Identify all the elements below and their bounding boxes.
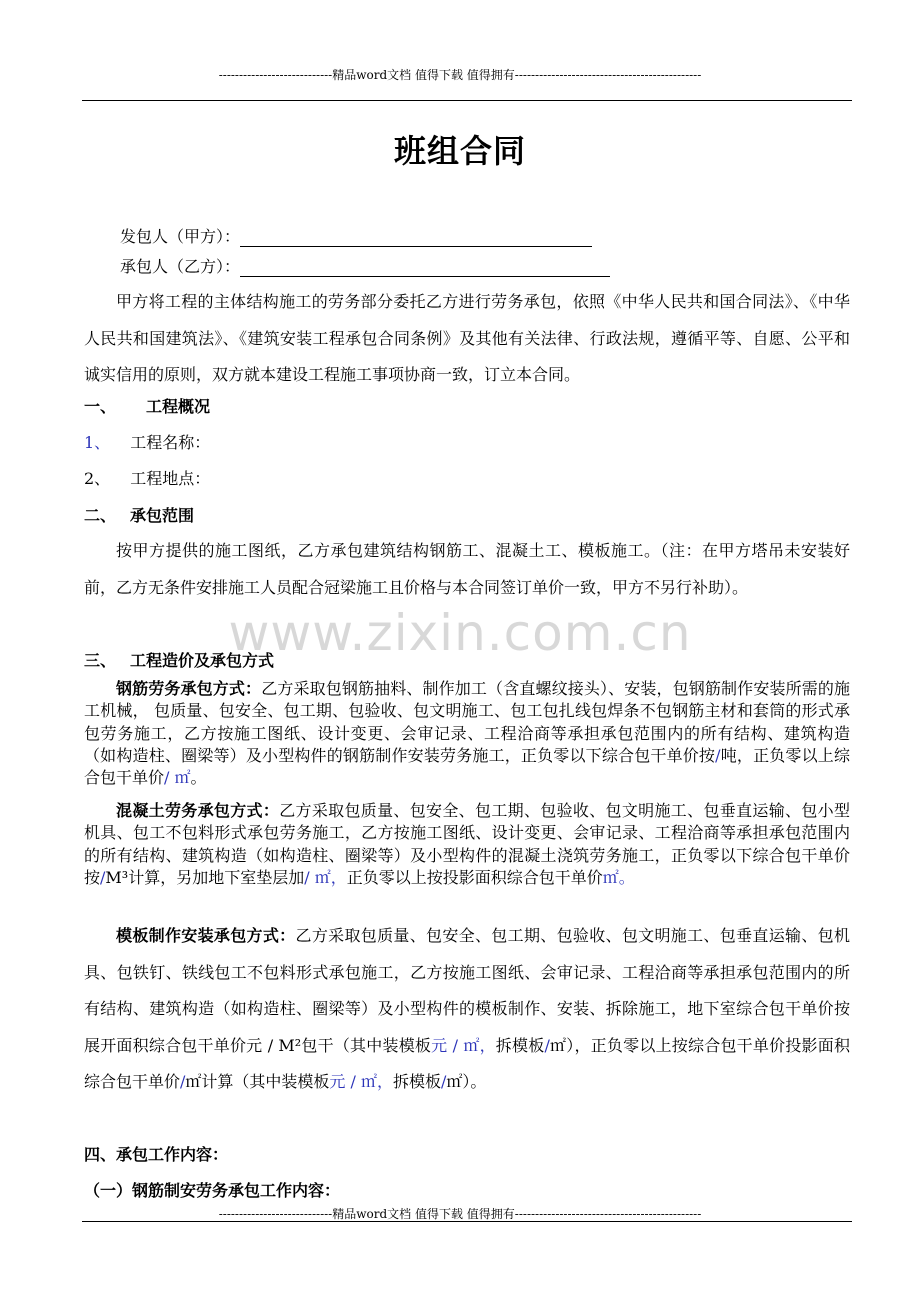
formwork-text-g: ㎡计算（其中装模板 bbox=[185, 1072, 330, 1091]
rebar-paragraph bbox=[84, 678, 850, 789]
rebar-text-d: / ㎡ bbox=[164, 768, 191, 788]
rebar-text-a: 乙方采取包钢筋抽料、制作加工（含直螺纹接头）、安装，包钢筋制作安装所需的施工机械， 包质量、包安全、包工期、包验收、包文明施工、包工包扎线包焊条不包钢筋主材和套筒的形式承包劳务施工，乙方按施工图纸、设计变更、会审记录、工程洽商等承担承包范围内的所有结构、建筑构造（如构造柱、圈梁等）及小型构件的钢筋制作安装劳务施工，正负零以下综合包干单价按 bbox=[84, 679, 850, 765]
rebar-text-b: / bbox=[715, 745, 721, 765]
concrete-text-a: 乙方采取包质量、包安全、包工期、包验收、包文明施工、包垂直运输、包小型机具、包工不包料形式承包劳务施工，乙方按施工图纸、设计变更、会审记录、工程洽商等承担承包范围内的所有结构、建筑构造（如构造柱、圈梁等）及小型构件的混凝土浇筑劳务施工，正负零以下综合包干单价按 bbox=[84, 801, 850, 887]
section-2-number: 二、 bbox=[84, 506, 117, 525]
formwork-text-k: ㎡）。 bbox=[446, 1072, 487, 1091]
footer-rule bbox=[82, 1221, 852, 1222]
concrete-text-e: 正负零以上按投影面积综合包干单价 bbox=[346, 867, 603, 887]
section-2-title: 承包范围 bbox=[130, 506, 195, 525]
concrete-label: 混凝土劳务承包方式： bbox=[116, 801, 280, 820]
employer-blank bbox=[240, 228, 592, 247]
concrete-text-f: ㎡。 bbox=[602, 867, 635, 887]
section-3-number: 三、 bbox=[84, 651, 117, 670]
intro-paragraph: 甲方将工程的主体结构施工的劳务部分委托乙方进行劳务承包，依照《中华人民共和国合同法》、《中华人民共和国建筑法》、《建筑安装工程承包合同条例》及其他有关法律、行政法规，遵循平等、自愿、公平和诚实信用的原则，双方就本建设工程施工事项协商一致，订立本合同。 bbox=[84, 292, 850, 384]
formwork-text-i: 拆模板 bbox=[393, 1072, 442, 1091]
formwork-text-e: ㎡），正负零以上按综合包干单价投影面积综合包干单价 bbox=[84, 1035, 850, 1091]
document-title: 班组合同 bbox=[393, 132, 526, 170]
header-rule bbox=[82, 100, 852, 101]
item-1-number: 1、 bbox=[84, 433, 111, 452]
rebar-text-e: 。 bbox=[190, 768, 207, 788]
employer-label: 发包人（甲方）： bbox=[120, 227, 241, 246]
formwork-text-j: / bbox=[441, 1072, 447, 1091]
footer-banner: ----------------------------精品word文档 值得下载 值得拥有---------------------------------------------- bbox=[218, 1207, 702, 1221]
section-2-paragraph: 按甲方提供的施工图纸，乙方承包建筑结构钢筋工、混凝土工、模板施工。（注：在甲方塔吊未安装好前，乙方无条件安排施工人员配合冠梁施工且价格与本合同签订单价一致，甲方不另行补助）。 bbox=[84, 541, 850, 597]
section-1-item-2 bbox=[84, 469, 210, 489]
section-1-number: 一、 bbox=[84, 397, 117, 416]
formwork-text-a: 乙方采取包质量、包安全、包工期、包验收、包文明施工、包垂直运输、包机具、包铁钉、铁线包工不包料形式承包施工，乙方按施工图纸、会审记录、工程洽商等承担承包范围内的所有结构、建筑构造（如构造柱、圈梁等）及小型构件的模板制作、安装、拆除施工，地下室综合包干单价按展开面积综合包干单价元 / M²包干（其中装模板 bbox=[84, 926, 850, 1055]
formwork-text-f: / bbox=[180, 1072, 186, 1091]
section-1-heading bbox=[84, 397, 210, 417]
section-3-title: 工程造价及承包方式 bbox=[130, 651, 275, 670]
employer-line bbox=[120, 227, 592, 247]
concrete-text-b: / bbox=[100, 867, 106, 887]
item-2-number: 2、 bbox=[84, 469, 111, 488]
formwork-paragraph bbox=[84, 918, 850, 1101]
formwork-text-c: 拆模板 bbox=[495, 1035, 545, 1055]
formwork-label: 模板制作安装承包方式： bbox=[116, 926, 296, 945]
item-1-label: 工程名称： bbox=[130, 433, 211, 452]
section-2-heading bbox=[84, 506, 194, 526]
rebar-label: 钢筋劳务承包方式： bbox=[116, 679, 262, 698]
section-4-heading: 四、承包工作内容： bbox=[84, 1145, 229, 1164]
contractor-blank bbox=[240, 258, 610, 277]
formwork-text-h: 元 / ㎡， bbox=[329, 1072, 393, 1091]
section-4-sub-1: （一）钢筋制安劳务承包工作内容： bbox=[84, 1181, 341, 1200]
section-3-heading bbox=[84, 651, 274, 671]
concrete-paragraph bbox=[84, 800, 850, 889]
concrete-text-c: M³计算，另加地下室垫层加 bbox=[105, 867, 305, 887]
rebar-text-c: 吨，正负零以上综合包干单价 bbox=[84, 745, 850, 788]
section-1-title: 工程概况 bbox=[146, 397, 211, 416]
formwork-text-d: / bbox=[544, 1035, 550, 1055]
formwork-text-b: 元 / ㎡， bbox=[431, 1035, 496, 1055]
item-2-label: 工程地点： bbox=[130, 469, 211, 488]
header-banner: ----------------------------精品word文档 值得下载 值得拥有---------------------------------------------- bbox=[218, 68, 702, 82]
section-1-item-1 bbox=[84, 433, 210, 453]
contractor-label: 承包人（乙方）： bbox=[120, 257, 241, 276]
concrete-text-d: / ㎡， bbox=[304, 867, 347, 887]
watermark: www.zixin.com.cn bbox=[228, 604, 692, 662]
contractor-line bbox=[120, 257, 610, 277]
